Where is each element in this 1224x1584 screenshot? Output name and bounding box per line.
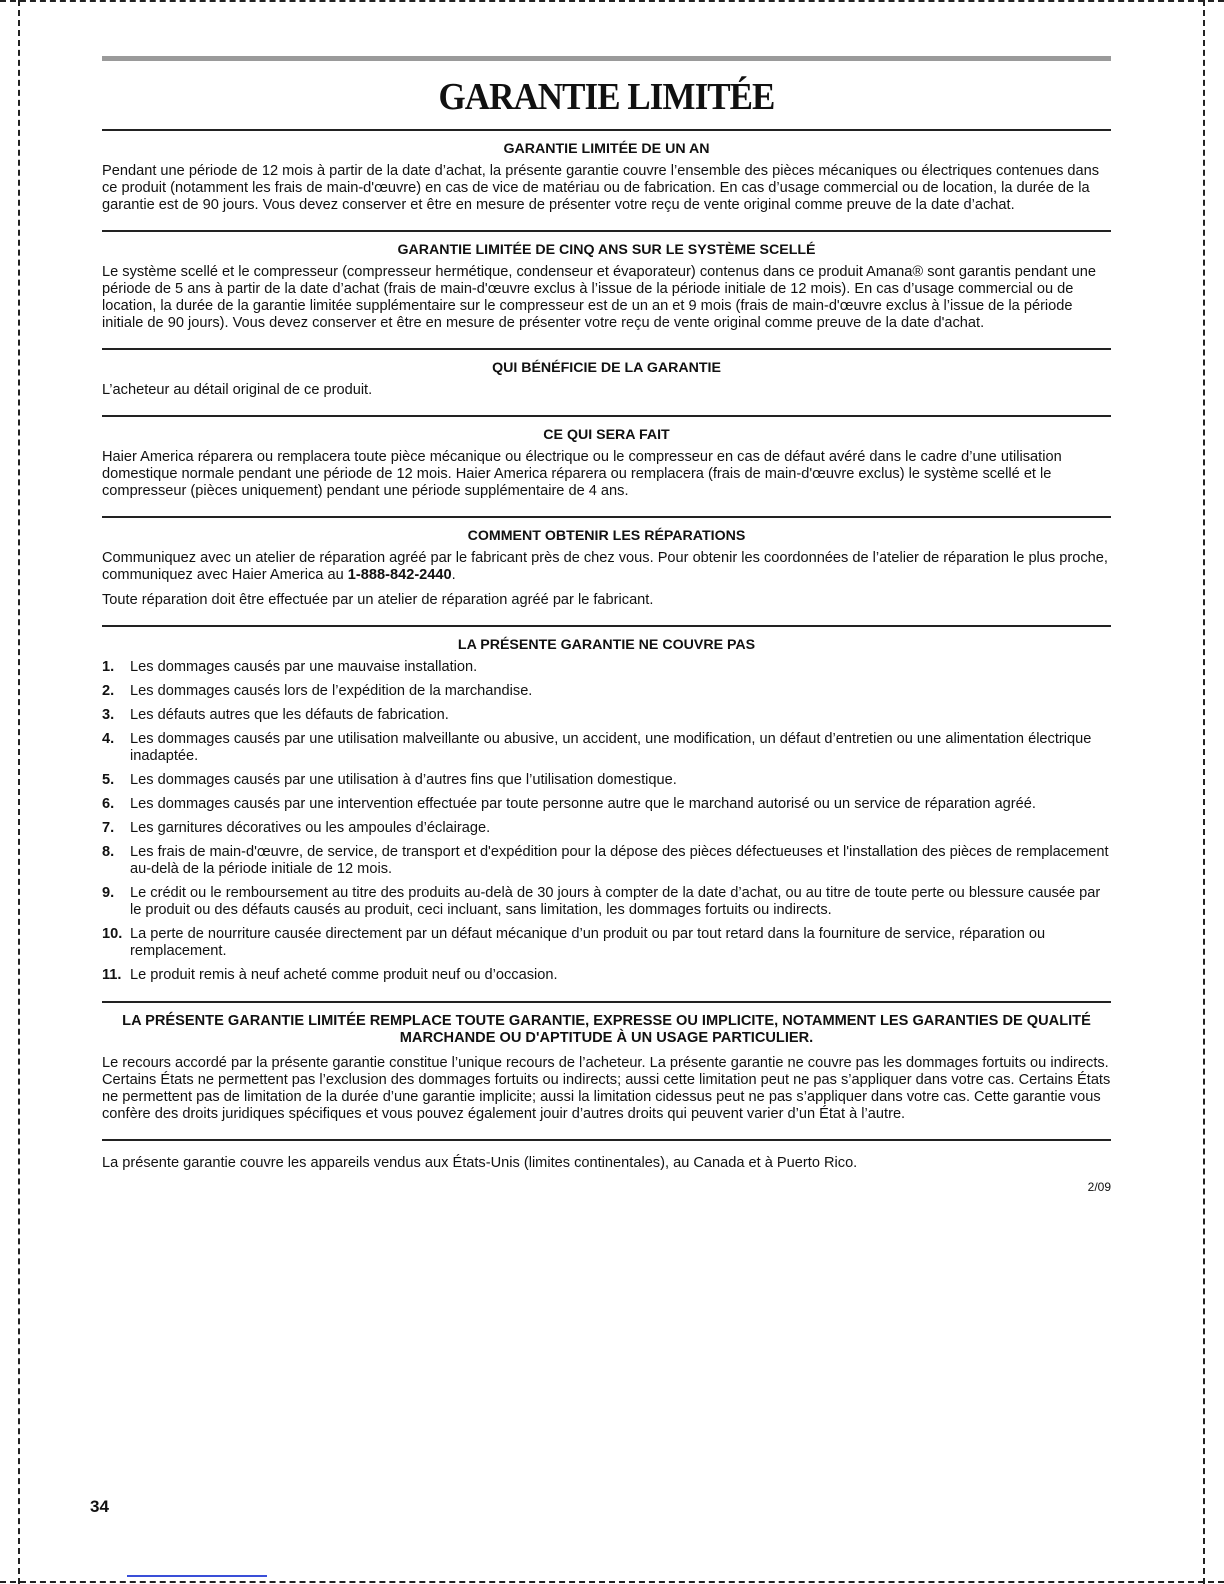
section-body: Haier America réparera ou remplacera toute pièce mécanique ou électrique ou le compresseur en cas de défaut avéré dans le cadre d’une utilisation domestique normale pendant une période de 12 mois. Haier America réparera ou remplacera (frais de main-d'œuvre exclus) le système scellé et le compresseur (pièces uniquement) pendant une période supplémentaire de 4 ans. [102,449,1062,499]
item-text: Les dommages causés par une intervention effectuée par toute personne autre que le marchand autorisé ou un service de réparation agréé. [130,796,1036,812]
item-number: 7. [102,820,115,836]
list-item [102,731,1111,765]
header-bar [102,56,1111,61]
item-text: La perte de nourriture causée directement par un défaut mécanique d’un produit ou par tout retard dans la fourniture de service, réparation ou remplacement. [130,926,1046,959]
section-body: Le système scellé et le compresseur (compresseur hermétique, condenseur et évaporateur) contenus dans ce produit Amana® sont garantis pendant une période de 5 ans à partir de la date d’achat (frais de main-d'œuvre exclus à l’issue de la période initiale de 12 mois). En cas d’usage commercial ou de location, la durée de la garantie limitée supplémentaire sur le compresseur est de un an et 9 mois (frais de main-d'œuvre exclus à l’issue de la période initiale de 90 jours). Vous devez conserver et être en mesure de présenter votre reçu de vente original comme preuve de la date d'achat. [102,264,1096,331]
list-item [102,772,1111,789]
section-one-year [102,131,1111,230]
item-number: 9. [102,885,115,901]
section-title: GARANTIE LIMITÉE DE UN AN [503,141,710,157]
list-item [102,683,1111,700]
exclusions-list [102,659,1111,984]
item-text: Les dommages causés par une utilisation à d’autres fins que l’utilisation domestique. [130,772,677,788]
list-item [102,885,1111,919]
section-body: Le recours accordé par la présente garantie constitue l’unique recours de l’acheteur. La présente garantie ne couvre pas les dommages fortuits ou indirects. Certains États ne permettent pas l’exclusion des dommages fortuits ou indirects; aussi cette limitation peut ne pas s’appliquer dans votre cas. Certains États ne permettent pas de limitation de la durée d’une garantie implicite; aussi la limitation cidessus peut ne pas s’appliquer dans votre cas. Cette garantie vous confère des droits juridiques spécifiques et vous pouvez également jouir d’autres droits qui peuvent varier d’un État à l’autre. [102,1055,1111,1122]
section-title: LA PRÉSENTE GARANTIE LIMITÉE REMPLACE TOUTE GARANTIE, EXPRESSE OU IMPLICITE, NOTAMMENT LES GARANTIES DE QUALITÉ MARCHANDE OU D'APTITUDE À UN USAGE PARTICULIER. [122,1013,1091,1046]
coverage-text: La présente garantie couvre les appareils vendus aux États-Unis (limites continentales), au Canada et à Puerto Rico. [102,1155,858,1171]
item-number: 3. [102,707,115,723]
item-text: Le crédit ou le remboursement au titre des produits au-delà de 30 jours à compter de la date d’achat, ou au titre de toute perte ou blessure causée par le produit ou des défauts causés au produit, ceci incluant, sans limitation, les dommages fortuits ou indirects. [130,885,1101,918]
section-what [102,417,1111,516]
phone-number[interactable]: 1-888-842-2440 [347,567,452,583]
cut-line-top [0,0,1224,2]
section-title: QUI BÉNÉFICIE DE LA GARANTIE [492,360,721,376]
page-number: 34 [90,1497,109,1516]
item-text: Le produit remis à neuf acheté comme produit neuf ou d’occasion. [130,967,558,983]
service-text: Communiquez avec un atelier de réparation agréé par le fabricant près de chez vous. Pour obtenir les coordonnées de l’atelier de réparation le plus proche, communiquez avec Haier America au [102,550,1108,583]
section-body: Pendant une période de 12 mois à partir de la date d’achat, la présente garantie couvre l’ensemble des pièces mécaniques ou électriques contenues dans ce produit (notamment les frais de main-d'œuvre) en cas de vice de matériau ou de fabrication. En cas d’usage commercial ou de location, la durée de la garantie est de 90 jours. Vous devez conserver et être en mesure de présenter votre reçu de vente original comme preuve de la date d’achat. [102,163,1100,213]
section-body: L’acheteur au détail original de ce produit. [102,382,373,398]
list-item [102,926,1111,960]
item-text: Les garnitures décoratives ou les ampoules d’éclairage. [130,820,491,836]
item-number: 2. [102,683,115,699]
item-number: 5. [102,772,115,788]
section-service [102,518,1111,625]
section-coverage [102,1141,1111,1204]
item-text: Les dommages causés lors de l’expédition de la marchandise. [130,683,533,699]
item-number: 1. [102,659,115,675]
section-replaces [102,1003,1111,1139]
list-item [102,707,1111,724]
cut-line-right [1203,0,1205,1584]
section-title: GARANTIE LIMITÉE DE CINQ ANS SUR LE SYSTÈME SCELLÉ [397,242,816,258]
item-text: Les dommages causés par une utilisation malveillante ou abusive, un accident, une modification, un défaut d’entretien ou une alimentation électrique inadaptée. [130,731,1092,764]
list-item [102,659,1111,676]
section-who [102,350,1111,415]
section-exclusions [102,627,1111,1001]
service-text-end: . [451,567,456,583]
page-title: GARANTIE LIMITÉE [438,76,775,118]
section-body [102,550,1111,584]
item-number: 8. [102,844,115,860]
item-text: Les frais de main-d'œuvre, de service, de transport et d'expédition pour la dépose des pièces défectueuses et l'installation des pièces de remplacement au-delà de la période initiale de 12 mois. [130,844,1109,877]
item-number: 11. [102,967,122,983]
cut-line-left [18,0,20,1584]
list-item [102,820,1111,837]
list-item [102,967,1111,984]
item-text: Les dommages causés par une mauvaise installation. [130,659,478,675]
list-item [102,844,1111,878]
section-title: COMMENT OBTENIR LES RÉPARATIONS [467,528,746,544]
section-five-year [102,232,1111,348]
list-item [102,796,1111,813]
item-text: Les défauts autres que les défauts de fabrication. [130,707,449,723]
section-title: CE QUI SERA FAIT [543,427,670,443]
item-number: 10. [102,926,123,942]
section-title: LA PRÉSENTE GARANTIE NE COUVRE PAS [457,637,756,653]
warranty-page [102,56,1111,1204]
item-number: 6. [102,796,115,812]
version-code: 2/09 [1087,1180,1111,1194]
service-note: Toute réparation doit être effectuée par un atelier de réparation agréé par le fabricant. [102,592,654,608]
scan-mark [127,1575,267,1577]
item-number: 4. [102,731,115,747]
cut-line-bottom [0,1581,1224,1583]
